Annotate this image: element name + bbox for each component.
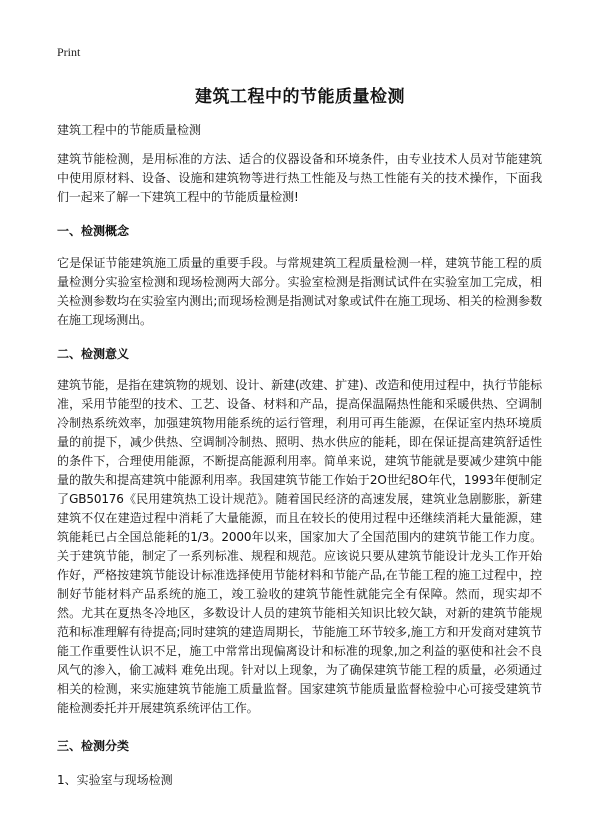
document-body — [57, 150, 542, 790]
section-heading-classification: 三、检测分类 — [57, 739, 130, 753]
list-item-lab-and-field: 1、实验室与现场检测 — [57, 773, 173, 787]
document-subtitle: 建筑工程中的节能质量检测 — [57, 123, 202, 137]
section-heading-significance: 二、检测意义 — [57, 347, 130, 361]
document-title: 建筑工程中的节能质量检测 — [195, 87, 405, 107]
intro-paragraph: 建筑节能检测，是用标准的方法、适合的仪器设备和环境条件，由专业技术人员对节能建筑中使用原材料、设备、设施和建筑物等进行热工性能及与热工性能有关的技术操作，下面我们一起来了解一下建筑工程中的节能质量检测! — [57, 152, 542, 204]
print-label: Print — [57, 45, 81, 59]
section-body-concept: 它是保证节能建筑施工质量的重要手段。与常规建筑工程质量检测一样，建筑节能工程的质量检测分实验室检测和现场检测两大部分。实验室检测是指测试试件在实验室加工完成，相关检测参数均在实验室内测出;而现场检测是指测试对象或试件在施工现场、相关的检测参数在施工现场测出。 — [57, 256, 542, 327]
section-body-significance: 建筑节能，是指在建筑物的规划、设计、新建(改建、扩建)、改造和使用过程中，执行节能标准，采用节能型的技术、工艺、设备、材料和产品，提高保温隔热性能和采暖供热、空调制冷制热系统效率，加强建筑物用能系统的运行管理，利用可再生能源，在保证室内热环境质量的前提下，减少供热、空调制冷制热、照明、热水供应的能耗，即在保证提高建筑舒适性的条件下，合理使用能源，不断提高能源利用率。简单来说，建筑节能就是要减少建筑中能量的散失和提高建筑中能源利用率。我国建筑节能工作始于2O世纪8O年代，1993年便制定了GB50176《民用建筑热工设计规范》。随着国民经济的高速发展，建筑业急剧膨胀，新建建筑不仅在建造过程中消耗了大量能源，而且在较长的使用过程中还继续消耗大量能源，建筑能耗已占全国总能耗的1/3。2000年以来，国家加大了全国范围内的建筑节能工作力度。关于建筑节能，制定了一系列标准、规程和规范。应该说只要从建筑节能设计龙头工作开始作好，严格按建筑节能设计标准选择使用节能材料和节能产品,在节能工程的施工过程中，控制好节能材料产品系统的施工，竣工验收的建筑节能性就能完全有保障。然而，现实却不然。尤其在夏热冬冷地区，多数设计人员的建筑节能相关知识比较欠缺，对新的建筑节能规范和标准理解有待提高;同时建筑的建造周期长，节能施工环节较多,施工方和开发商对建筑节能工作重要性认识不足，施工中常常出现偏离设计和标准的现象,加之利益的驱使和社会不良风气的渗入，偷工减料 难免出现。针对以上现象，为了确保建筑节能工程的质量，必须通过相关的检测，来实施建筑节能施工质量监督。国家建筑节能质量监督检验中心可接受建筑节能检测委托并开展建筑系统评估工作。 — [57, 378, 542, 715]
section-heading-concept: 一、检测概念 — [57, 224, 130, 238]
